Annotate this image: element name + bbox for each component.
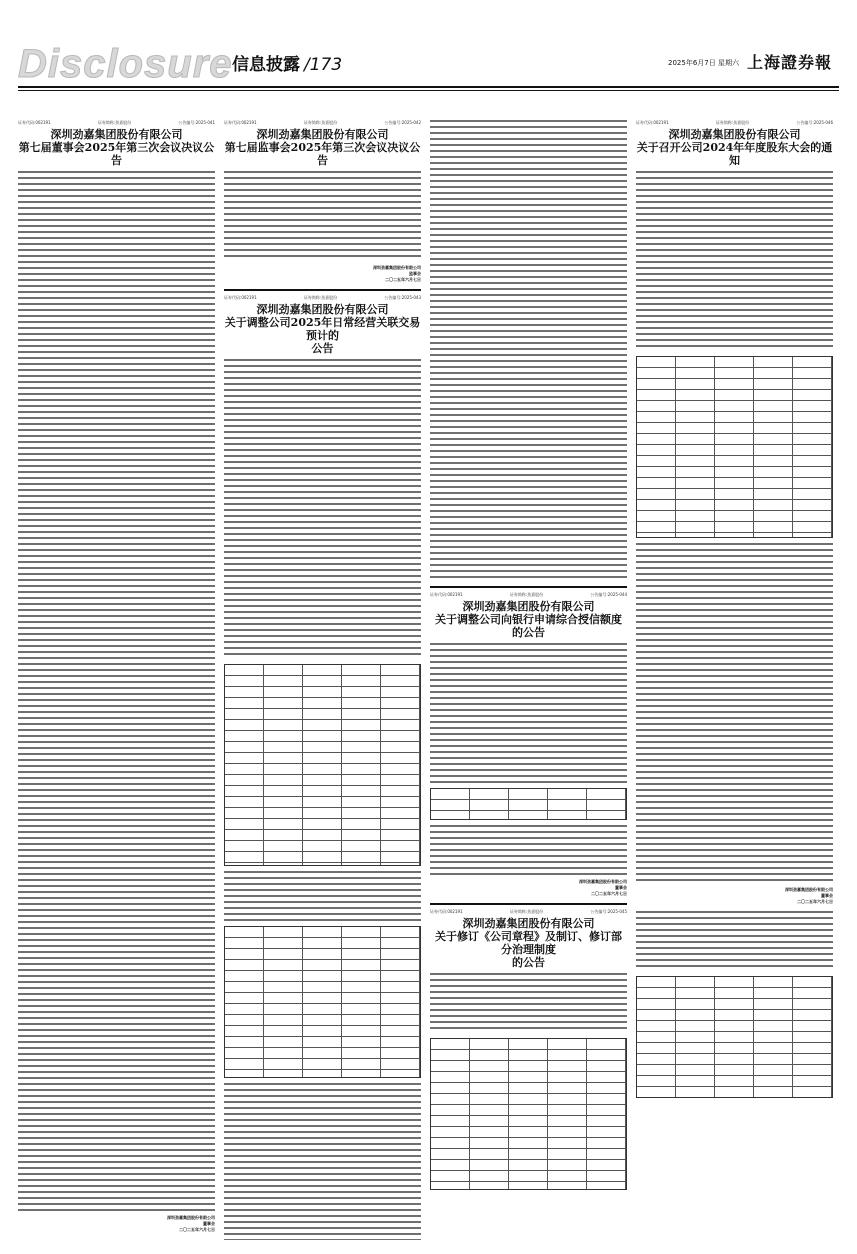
notice-body-text [636,543,833,883]
notice-separator [224,289,421,291]
notice-title [18,128,215,167]
stock-name: 证券简称:劲嘉股份 [303,120,338,125]
notice-title [224,303,421,355]
stock-code: 证券代码:002191 [636,120,669,125]
related-transaction-table [224,664,421,866]
notice-meta [224,295,421,301]
signature-company: 深圳劲嘉集团股份有限公司 [167,1215,215,1220]
notice-body-text [18,171,215,1211]
notice-subject-cont: 公告 [311,342,334,355]
notice-separator [430,586,627,588]
stock-code: 证券代码:002191 [430,592,463,597]
proposal-table [636,356,833,538]
company-name: 深圳劲嘉集团股份有限公司 [50,128,183,141]
notice-subject-cont: 的公告 [512,956,545,969]
proxy-form-table [636,976,833,1098]
notice-body-text [430,825,627,875]
credit-line-table [430,788,627,820]
newspaper-name: 上海證券報 [747,53,833,72]
column-4 [636,120,833,1240]
notice-separator [430,903,627,905]
notice-subject: 第七届董事会2025年第三次会议决议公告 [18,141,215,167]
column-1 [18,120,215,1240]
signature-company: 深圳劲嘉集团股份有限公司 [373,265,421,270]
stock-code: 证券代码:002191 [224,120,257,125]
notice-body-text [224,359,421,659]
signature-date: 二〇二五年六月七日 [591,891,627,896]
notice-meta [18,120,215,126]
notice-subject: 关于调整公司向银行申请综合授信额度的公告 [435,613,622,639]
issue-date: 2025年6月7日 星期六 [668,59,739,67]
stock-code: 证券代码:002191 [224,295,257,300]
notice-subject: 关于召开公司2024年年度股东大会的通知 [636,141,833,167]
company-name: 深圳劲嘉集团股份有限公司 [462,917,595,930]
notice-number: 公告编号:2025-043 [384,295,421,300]
notice-meta [636,120,833,126]
company-name: 深圳劲嘉集团股份有限公司 [668,128,801,141]
notice-subject: 关于修订《公司章程》及制订、修订部分治理制度 [435,930,622,956]
page-number: /173 [304,55,343,75]
signature-date: 二〇二五年六月七日 [797,899,833,904]
stock-name: 证券简称:劲嘉股份 [509,592,544,597]
column-3 [430,120,627,1240]
signature-body: 董事会 [615,885,627,890]
page-header [0,0,857,90]
signature-date: 二〇二五年六月七日 [179,1227,215,1232]
notice-number: 公告编号:2025-044 [590,592,627,597]
notice-body-text [430,973,627,1033]
stock-name: 证券简称:劲嘉股份 [509,909,544,914]
notice-title [636,128,833,167]
column-2 [224,120,421,1240]
notice-meta [430,909,627,915]
signature-body: 董事会 [821,893,833,898]
notice-signature [430,879,627,897]
section-name: 信息披露 [232,55,300,75]
notice-number: 公告编号:2025-046 [796,120,833,125]
header-rule-thin [18,90,839,91]
notice-subject: 第七届监事会2025年第三次会议决议公告 [224,141,421,167]
signature-company: 深圳劲嘉集团股份有限公司 [785,887,833,892]
company-name: 深圳劲嘉集团股份有限公司 [256,128,389,141]
governance-rules-table [430,1038,627,1190]
notice-title [430,600,627,639]
notice-signature [224,265,421,283]
notice-number: 公告编号:2025-045 [590,909,627,914]
notice-signature [636,887,833,905]
notice-body-text [224,871,421,921]
notice-meta [224,120,421,126]
attachment-text [636,911,833,971]
notice-meta [430,592,627,598]
notice-title [430,917,627,969]
notice-signature [18,1215,215,1233]
notice-body-text [224,1083,421,1240]
notice-number: 公告编号:2025-042 [384,120,421,125]
header-rule [18,86,839,88]
related-transaction-table-2 [224,926,421,1078]
notice-body-text [636,171,833,351]
stock-name: 证券简称:劲嘉股份 [715,120,750,125]
stock-name: 证券简称:劲嘉股份 [303,295,338,300]
notice-subject: 关于调整公司2025年日常经营关联交易预计的 [224,316,421,342]
stock-code: 证券代码:002191 [18,120,51,125]
notice-number: 公告编号:2025-041 [178,120,215,125]
notice-body-text [224,171,421,261]
signature-body: 董事会 [203,1221,215,1226]
notice-body-text [430,120,627,580]
company-name: 深圳劲嘉集团股份有限公司 [462,600,595,613]
stock-code: 证券代码:002191 [430,909,463,914]
notice-body-text [430,643,627,783]
company-name: 深圳劲嘉集团股份有限公司 [256,303,389,316]
section-title [232,50,342,75]
signature-date: 二〇二五年六月七日 [385,277,421,282]
brand-logo: Disclosure [18,42,233,86]
stock-name: 证券简称:劲嘉股份 [97,120,132,125]
notice-title [224,128,421,167]
signature-company: 深圳劲嘉集团股份有限公司 [579,879,627,884]
signature-body: 监事会 [409,271,421,276]
notice-columns [18,120,839,1240]
